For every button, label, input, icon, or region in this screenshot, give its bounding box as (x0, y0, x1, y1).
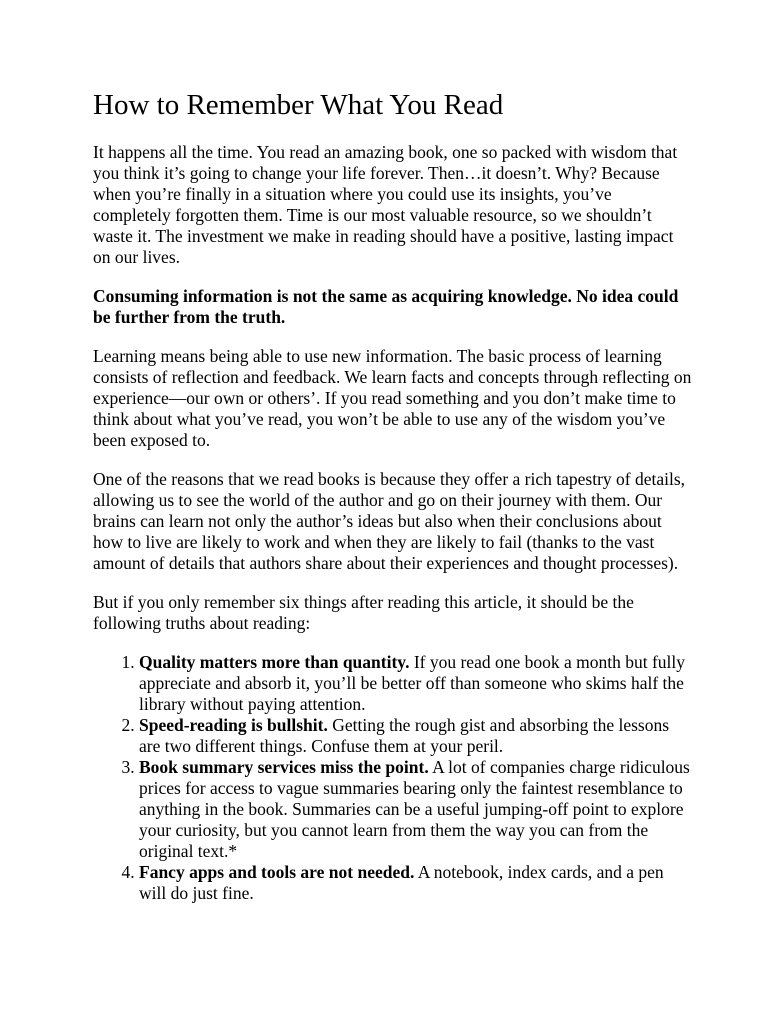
list-item-text: If you read one book a month but fully appreciate and absorb it, you’ll be better off than someone who skims half the library without paying attention. (139, 652, 686, 714)
list-item-heading: Fancy apps and tools are not needed. (139, 862, 415, 882)
list-item (139, 757, 693, 862)
list-item (139, 715, 693, 757)
paragraph-bold-statement: Consuming information is not the same as acquiring knowledge. No idea could be further from the truth. (93, 286, 679, 327)
paragraph-learning: Learning means being able to use new information. The basic process of learning consists of reflection and feedback. We learn facts and concepts through reflecting on experience—our own or others’. If you read something and you don’t make time to think about what you’ve read, you won’t be able to use any of the wisdom you’ve been exposed to. (93, 346, 692, 450)
list-item-heading: Quality matters more than quantity. (139, 652, 410, 672)
list-item-text: A notebook, index cards, and a pen will do just fine. (139, 862, 664, 903)
list-item-text: A lot of companies charge ridiculous prices for access to vague summaries bearing only the faintest resemblance to anything in the book. Summaries can be a useful jumping-off point to explore your curiosity, but you cannot learn from them the way you can from the original text.* (139, 757, 690, 861)
list-item (139, 652, 693, 715)
document-page (93, 88, 693, 904)
paragraph-reasons: One of the reasons that we read books is because they offer a rich tapestry of details, allowing us to see the world of the author and go on their journey with them. Our brains can learn not only the author’s ideas but also when their conclusions about how to live are likely to work and when they are likely to fail (thanks to the vast amount of details that authors share about their experiences and thought processes). (93, 469, 686, 573)
paragraph-intro: It happens all the time. You read an amazing book, one so packed with wisdom that you think it’s going to change your life forever. Then…it doesn’t. Why? Because when you’re finally in a situation where you could use its insights, you’ve completely forgotten them. Time is our most valuable resource, so we shouldn’t waste it. The investment we make in reading should have a positive, lasting impact on our lives. (93, 142, 678, 267)
list-item-heading: Book summary services miss the point. (139, 757, 429, 777)
paragraph-truths-intro: But if you only remember six things after reading this article, it should be the following truths about reading: (93, 592, 634, 633)
list-item-heading: Speed-reading is bullshit. (139, 715, 328, 735)
list-item-text: Getting the rough gist and absorbing the lessons are two different things. Confuse them at your peril. (139, 715, 670, 756)
document-title: How to Remember What You Read (93, 89, 504, 121)
list-item (139, 862, 693, 904)
truths-list (93, 652, 693, 904)
